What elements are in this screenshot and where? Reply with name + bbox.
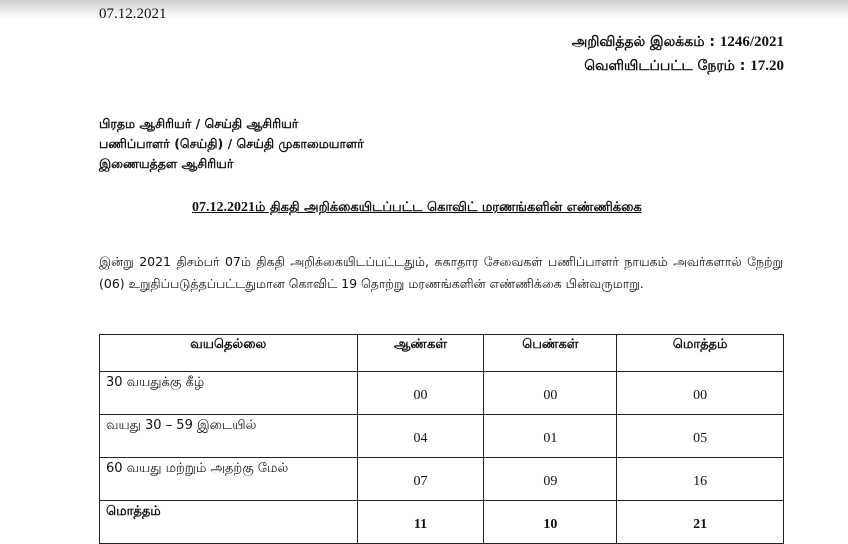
- age-range-cell: 30 வயதுக்கு கீழ்: [100, 372, 358, 415]
- notice-number: 1246/2021: [719, 34, 784, 50]
- female-cell: 01: [484, 415, 617, 458]
- total-cell: 16: [617, 458, 784, 501]
- total-cell: 00: [617, 372, 784, 415]
- recipient-line: பணிப்பாளர் (செய்தி) / செய்தி முகாமையாளர்: [99, 136, 364, 151]
- header-total: மொத்தம்: [617, 335, 784, 372]
- release-time: 17.20: [750, 58, 784, 74]
- female-cell: 09: [484, 458, 617, 501]
- male-total-cell: 11: [357, 501, 484, 544]
- table-row: [100, 415, 784, 458]
- table-row: [100, 372, 784, 415]
- male-cell: 00: [357, 372, 484, 415]
- title-text: ம் திகதி அறிக்கையிடப்பட்ட கொவிட் மரணங்களின் எண்ணிக்கை: [255, 200, 642, 215]
- header-female: பெண்கள்: [484, 335, 617, 372]
- deaths-table: [99, 334, 784, 544]
- age-range-cell: 60 வயது மற்றும் அதற்கு மேல்: [100, 458, 358, 501]
- grand-total-cell: 21: [617, 501, 784, 544]
- document-date: 07.12.2021: [99, 6, 167, 22]
- recipient-line: பிரதம ஆசிரியர் / செய்தி ஆசிரியர்: [99, 116, 299, 131]
- total-label-cell: மொத்தம்: [100, 501, 358, 544]
- document-title: [192, 200, 642, 216]
- table-header-row: [100, 335, 784, 372]
- header-age-range: வயதெல்லை: [100, 335, 358, 372]
- release-time-label: வெளியிடப்பட்ட நேரம் :: [584, 58, 746, 74]
- total-cell: 05: [617, 415, 784, 458]
- table-row: [100, 458, 784, 501]
- notice-info: [572, 30, 784, 78]
- male-cell: 04: [357, 415, 484, 458]
- notice-number-label: அறிவித்தல் இலக்கம் :: [571, 34, 715, 50]
- female-total-cell: 10: [484, 501, 617, 544]
- table-total-row: [100, 501, 784, 544]
- recipient-line: இணையத்தள ஆசிரியர்: [99, 156, 234, 171]
- notice-number-line: [572, 30, 784, 54]
- recipients-block: [99, 114, 364, 174]
- release-time-line: [572, 54, 784, 78]
- title-date: 07.12.2021: [192, 200, 255, 215]
- body-paragraph: இன்று 2021 திசம்பர் 07ம் திகதி அறிக்கையிடப்பட்டதும், சுகாதார சேவைகள் பணிப்பாளர் நாயகம் அவர்களால் நேற்று (06) உறுதிப்படுத்தப்பட்டதுமான கொவிட் 19 தொற்று மரணங்களின் எண்ணிக்கை பின்வருமாறு.: [99, 254, 783, 291]
- male-cell: 07: [357, 458, 484, 501]
- age-range-cell: வயது 30 – 59 இடையில்: [100, 415, 358, 458]
- header-male: ஆண்கள்: [357, 335, 484, 372]
- female-cell: 00: [484, 372, 617, 415]
